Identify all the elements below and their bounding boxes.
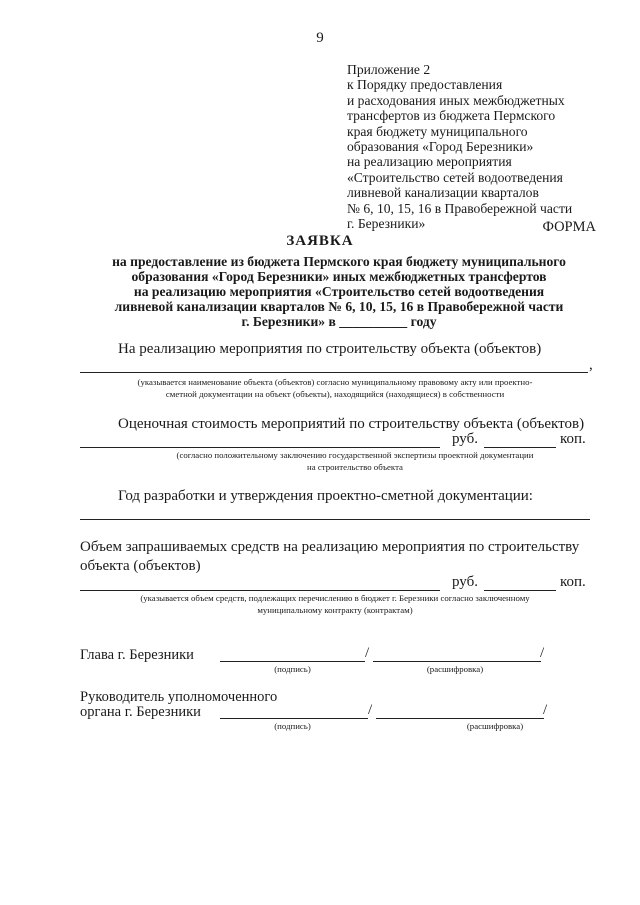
section1-note bbox=[80, 376, 590, 400]
section1-text: На реализацию мероприятия по строительству объекта (объектов) bbox=[118, 341, 542, 357]
document-title: ЗАЯВКА bbox=[286, 233, 354, 249]
appendix-line: образования «Город Березники» bbox=[347, 139, 534, 155]
section2-kop: коп. bbox=[560, 431, 586, 447]
heading-line: на реализацию мероприятия «Строительство сетей водоотведения bbox=[133, 284, 545, 299]
authority-head-signature-field[interactable] bbox=[220, 718, 368, 719]
appendix-line: г. Березники» bbox=[347, 216, 426, 232]
form-label: ФОРМА bbox=[542, 219, 596, 235]
caption-signature: (подпись) bbox=[274, 721, 311, 731]
note-line: сметной документации на объект (объекты), находящийся (находящиеся) в собственности bbox=[165, 389, 505, 399]
section2-text: Оценочная стоимость мероприятий по строительству объекта (объектов) bbox=[118, 416, 585, 432]
section4-kop: коп. bbox=[560, 574, 586, 590]
appendix-line: Приложение 2 bbox=[347, 62, 431, 77]
signature-role: Руководитель уполномоченного bbox=[80, 689, 278, 705]
appendix-line: и расходования иных межбюджетных bbox=[347, 92, 565, 108]
caption-signature: (подпись) bbox=[274, 664, 311, 674]
requested-amount-kop-field[interactable] bbox=[484, 590, 556, 591]
section3-text: Год разработки и утверждения проектно-сметной документации: bbox=[118, 488, 533, 504]
appendix-line: «Строительство сетей водоотведения bbox=[347, 169, 563, 185]
authority-head-name-field[interactable] bbox=[376, 718, 544, 719]
signature-separator: / bbox=[368, 702, 373, 718]
section2-rub: руб. bbox=[452, 431, 478, 447]
note-line: на строительство объекта bbox=[307, 462, 403, 472]
signature-separator: / bbox=[365, 645, 370, 661]
object-name-field[interactable] bbox=[80, 372, 588, 373]
appendix-line: № 6, 10, 15, 16 в Правобережной части bbox=[347, 200, 573, 216]
note-line: (указывается объем средств, подлежащих перечислению в бюджет г. Березники согласно заключенному bbox=[140, 593, 530, 603]
caption-decode: (расшифровка) bbox=[426, 664, 484, 674]
signature-role: Глава г. Березники bbox=[80, 647, 194, 663]
appendix-line: трансфертов из бюджета Пермского bbox=[347, 108, 556, 124]
appendix-block bbox=[347, 62, 632, 231]
appendix-line: к Порядку предоставления bbox=[347, 77, 503, 93]
heading-line: г. Березники» в __________ году bbox=[241, 314, 437, 329]
page-number: 9 bbox=[316, 30, 324, 46]
note-line: муниципальному контракту (контрактам) bbox=[257, 605, 413, 615]
section4-rub: руб. bbox=[452, 574, 478, 590]
note-line: (указывается наименование объекта (объектов) согласно муниципальному правовому акту или проектно- bbox=[137, 377, 533, 387]
appendix-line: на реализацию мероприятия bbox=[347, 154, 512, 170]
heading-line: ливневой канализации кварталов № 6, 10, 15, 16 в Правобережной части bbox=[114, 299, 564, 314]
estimated-cost-kop-field[interactable] bbox=[484, 447, 556, 448]
section2-note bbox=[110, 449, 600, 473]
signature-role: органа г. Березники bbox=[80, 704, 201, 720]
appendix-line: ливневой канализации кварталов bbox=[347, 185, 539, 201]
section4-text-line2: объекта (объектов) bbox=[80, 558, 201, 574]
requested-amount-rub-field[interactable] bbox=[80, 590, 440, 591]
note-line: (согласно положительному заключению государственной экспертизы проектной документации bbox=[176, 450, 534, 460]
design-year-field[interactable] bbox=[80, 519, 590, 520]
signature-separator: / bbox=[543, 702, 548, 718]
heading-line: образования «Город Березники» иных межбюджетных трансфертов bbox=[131, 269, 547, 284]
section4-note bbox=[80, 592, 590, 616]
document-heading bbox=[78, 254, 600, 329]
head-name-field[interactable] bbox=[373, 661, 541, 662]
caption-decode: (расшифровка) bbox=[466, 721, 524, 731]
head-signature-field[interactable] bbox=[220, 661, 365, 662]
estimated-cost-rub-field[interactable] bbox=[80, 447, 440, 448]
signature-separator: / bbox=[540, 645, 545, 661]
section1-comma: , bbox=[589, 357, 593, 373]
heading-line: на предоставление из бюджета Пермского края бюджету муниципального bbox=[112, 254, 566, 269]
appendix-line: края бюджету муниципального bbox=[347, 123, 528, 139]
section4-text-line1: Объем запрашиваемых средств на реализацию мероприятия по строительству bbox=[80, 539, 580, 555]
